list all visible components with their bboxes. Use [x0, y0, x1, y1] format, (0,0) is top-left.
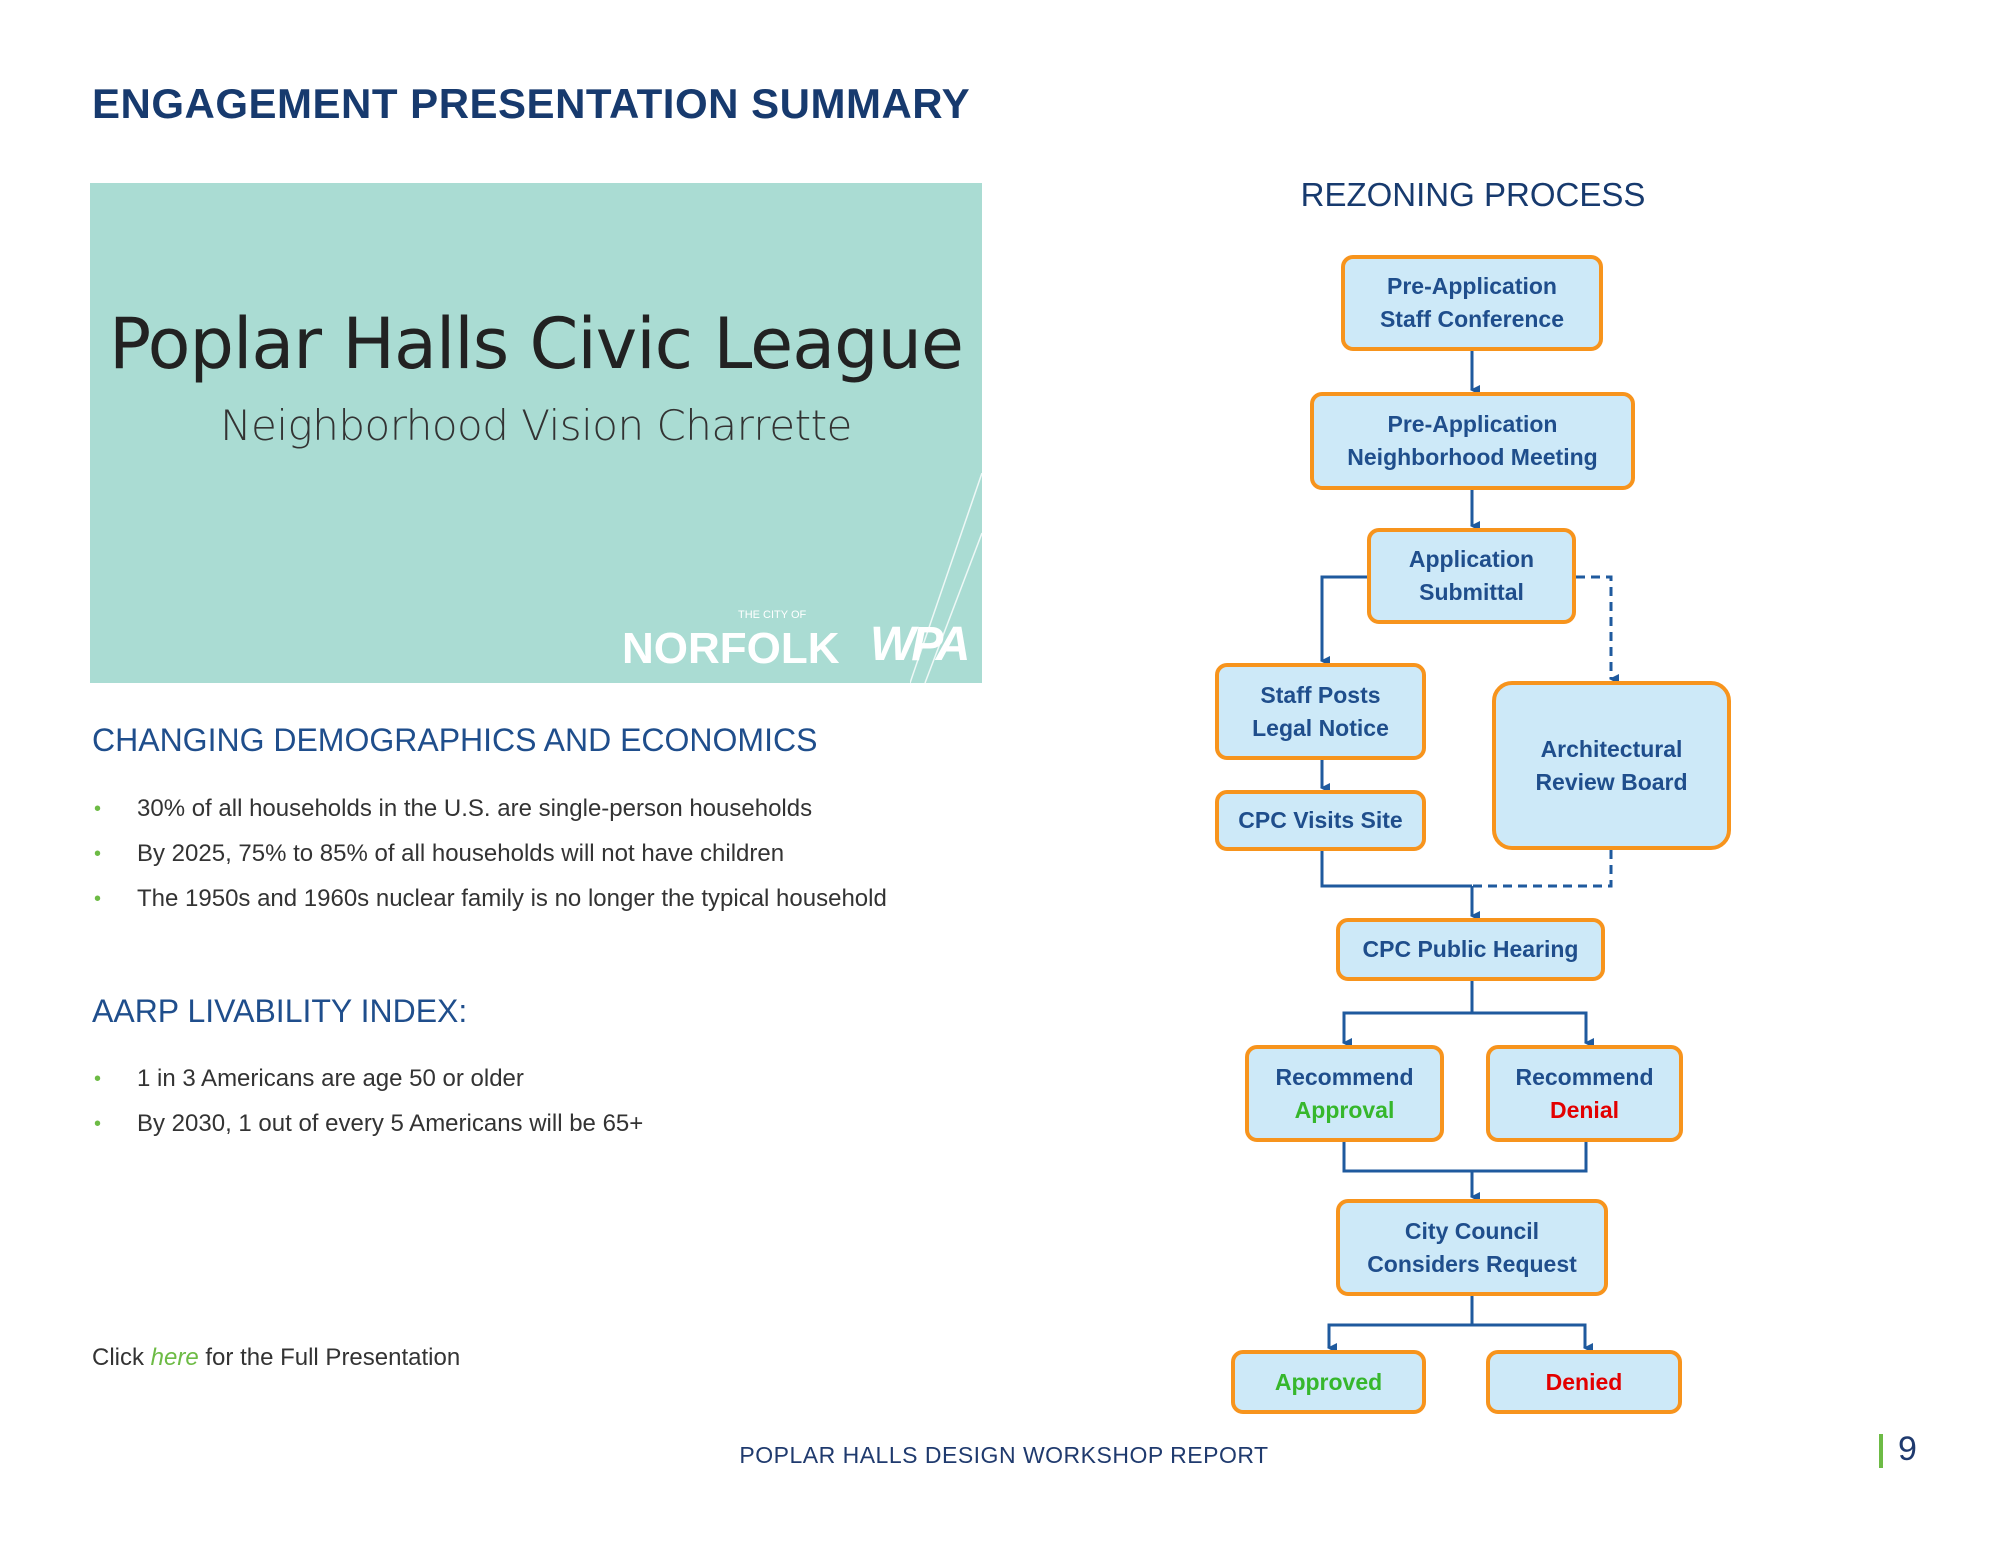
step-label: Application — [1408, 546, 1535, 572]
step-architectural-review-board — [1492, 681, 1731, 850]
step-city-council-considers-request — [1336, 1199, 1608, 1296]
slide-subtitle: Neighborhood Vision Charrette — [220, 401, 852, 450]
step-label: CPC Public Hearing — [1362, 936, 1579, 962]
list-item: • By 2030, 1 out of every 5 Americans will be 65+ — [92, 1109, 643, 1154]
wpa-logo: WPA — [870, 618, 967, 671]
norfolk-logo-small: THE CITY OF — [738, 609, 807, 621]
step-label-approved: Approved — [1274, 1368, 1383, 1395]
step-label: Architectural — [1540, 735, 1683, 762]
footer-report-title: POPLAR HALLS DESIGN WORKSHOP REPORT — [739, 1442, 1269, 1468]
link-prefix: Click — [92, 1344, 151, 1371]
page-number-divider — [1879, 1434, 1883, 1468]
connector-arrow — [1322, 577, 1367, 661]
step-label: Recommend — [1515, 1063, 1654, 1090]
step-pre-application-neighborhood-meeting — [1310, 392, 1635, 490]
step-label-denial: Denial — [1549, 1096, 1620, 1123]
list-item: • 1 in 3 Americans are age 50 or older — [92, 1064, 643, 1109]
rezoning-title: REZONING PROCESS — [1300, 176, 1646, 213]
list-item: • By 2025, 75% to 85% of all households will not have children — [92, 839, 887, 884]
step-label: Review Board — [1535, 768, 1688, 795]
step-denied — [1486, 1350, 1682, 1414]
step-label: Considers Request — [1367, 1250, 1577, 1277]
step-label: Submittal — [1419, 579, 1524, 605]
step-label-approval: Approval — [1294, 1096, 1395, 1123]
connector-line — [1322, 851, 1472, 886]
step-cpc-public-hearing — [1336, 918, 1605, 981]
connector-line — [1344, 1142, 1586, 1171]
step-label: Staff Conference — [1379, 306, 1565, 332]
demographics-heading: CHANGING DEMOGRAPHICS AND ECONOMICS — [92, 722, 818, 758]
step-approved — [1231, 1350, 1426, 1414]
connector-arrow-dashed — [1576, 577, 1611, 679]
slide-title: Poplar Halls Civic League — [108, 303, 964, 385]
connector-arrow — [1344, 1013, 1472, 1043]
step-application-submittal — [1367, 528, 1576, 624]
connector-arrow — [1472, 1013, 1586, 1043]
step-label: Pre-Application — [1387, 273, 1557, 299]
list-item: • The 1950s and 1960s nuclear family is no longer the typical household — [92, 884, 887, 929]
norfolk-logo: NORFOLK — [622, 624, 840, 673]
connector-arrow — [1329, 1325, 1472, 1348]
step-staff-posts-legal-notice — [1215, 663, 1426, 760]
link-suffix: for the Full Presentation — [198, 1344, 461, 1371]
list-item: • 30% of all households in the U.S. are single-person households — [92, 794, 887, 839]
full-presentation-link[interactable]: here — [150, 1344, 199, 1371]
step-label: CPC Visits Site — [1238, 807, 1403, 833]
step-recommend-denial — [1486, 1045, 1683, 1142]
step-recommend-approval — [1245, 1045, 1444, 1142]
step-label: Neighborhood Meeting — [1347, 444, 1598, 470]
page-number: 9 — [1898, 1430, 1917, 1468]
step-label: Legal Notice — [1252, 714, 1389, 741]
step-label: Pre-Application — [1387, 411, 1558, 437]
aarp-heading: AARP LIVABILITY INDEX: — [92, 993, 468, 1029]
page-title: ENGAGEMENT PRESENTATION SUMMARY — [92, 80, 971, 127]
step-label: Staff Posts — [1260, 681, 1381, 708]
step-label: City Council — [1404, 1217, 1540, 1244]
step-cpc-visits-site — [1215, 790, 1426, 851]
step-pre-application-staff-conference — [1341, 255, 1603, 351]
step-label-denied: Denied — [1545, 1368, 1623, 1395]
step-label: Recommend — [1275, 1063, 1414, 1090]
connector-line-dashed — [1472, 850, 1611, 886]
connector-arrow — [1472, 1325, 1585, 1348]
